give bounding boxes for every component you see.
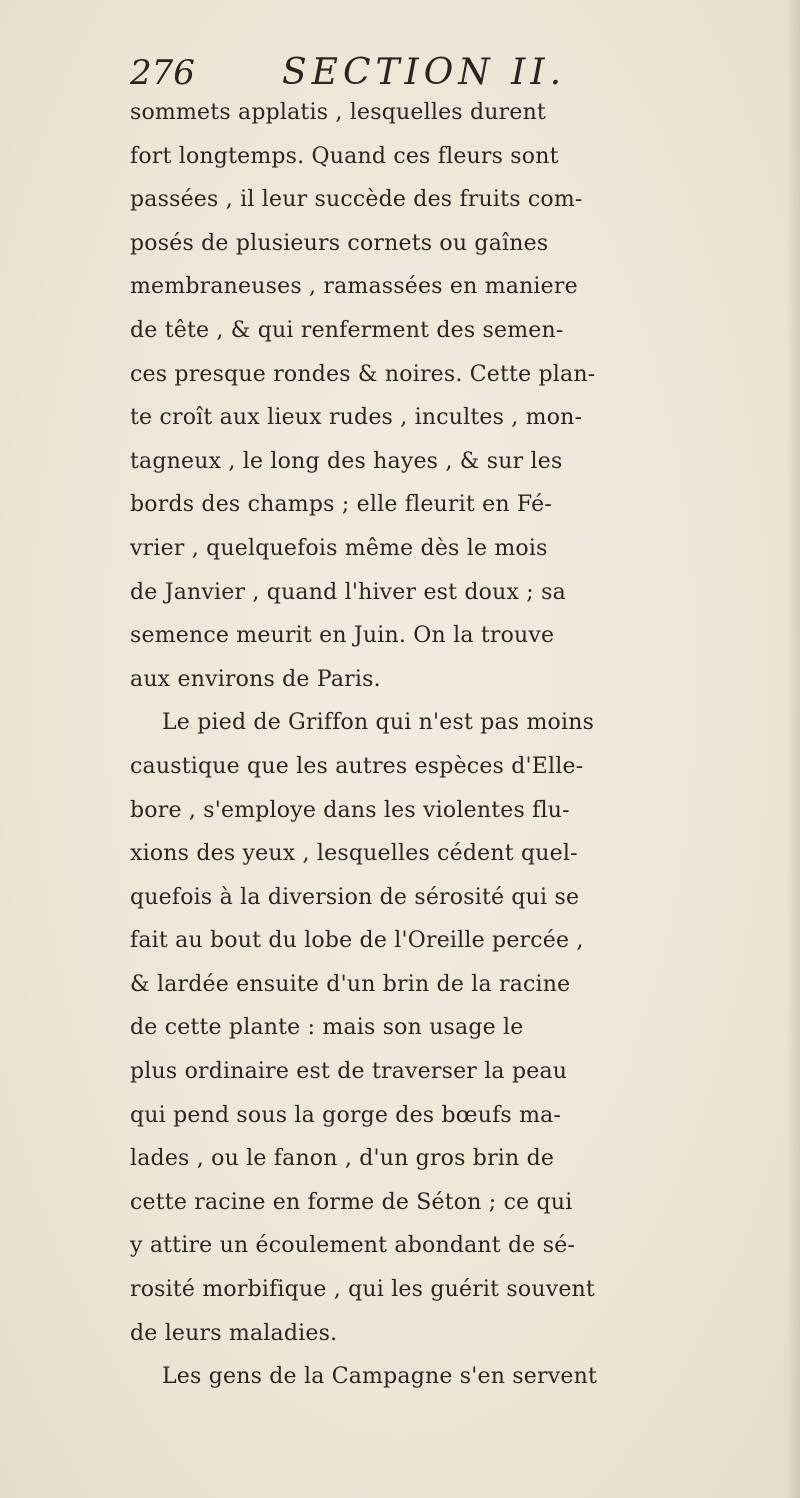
paragraph-start-line: Les gens de la Campagne s'en servent	[162, 1364, 597, 1390]
text-line: sommets applatis , lesquelles durent	[130, 100, 546, 125]
text-line: lades , ou le fanon , d'un gros brin de	[130, 1146, 555, 1172]
text-line: xions des yeux , lesquelles cédent quel-	[130, 841, 578, 867]
text-line: de tête , & qui renferment des semen-	[130, 317, 564, 343]
text-line: semence meurit en Juin. On la trouve	[130, 623, 555, 649]
running-title: SECTION II.	[282, 52, 567, 93]
text-line: bords des champs ; elle fleurit en Fé-	[130, 492, 552, 518]
text-line: fort longtemps. Quand ces fleurs sont	[130, 143, 559, 169]
text-line: membraneuses , ramassées en maniere	[130, 274, 578, 300]
text-line: bore , s'employe dans les violentes flu-	[130, 797, 570, 823]
text-line: passées , il leur succède des fruits com-	[130, 187, 583, 213]
page-number: 276	[130, 53, 195, 93]
text-line: qui pend sous la gorge des bœufs ma-	[130, 1102, 562, 1128]
text-line: de cette plante : mais son usage le	[130, 1015, 524, 1041]
text-line: y attire un écoulement abondant de sé-	[130, 1233, 576, 1259]
text-line: fait au bout du lobe de l'Oreille percée ,	[130, 928, 584, 954]
text-line: aux environs de Paris.	[130, 666, 381, 692]
text-line: de leurs maladies.	[130, 1320, 338, 1346]
text-line: & lardée ensuite d'un brin de la racine	[130, 971, 571, 997]
text-line: quefois à la diversion de sérosité qui se	[130, 884, 580, 910]
text-line: plus ordinaire est de traverser la peau	[130, 1059, 568, 1085]
text-line: tagneux , le long des hayes , & sur les	[130, 448, 563, 474]
paragraph-start-line: Le pied de Griffon qui n'est pas moins	[162, 710, 595, 736]
text-line: rosité morbifique , qui les guérit souvent	[130, 1277, 595, 1303]
text-line: vrier , quelquefois même dès le mois	[130, 535, 548, 561]
text-line: de Janvier , quand l'hiver est doux ; sa	[130, 579, 566, 605]
text-line: cette racine en forme de Séton ; ce qui	[130, 1189, 573, 1215]
text-line: ces presque rondes & noires. Cette plan-	[130, 361, 596, 387]
body-text	[130, 91, 790, 1399]
text-line: caustique que les autres espèces d'Elle-	[130, 753, 584, 779]
text-line: posés de plusieurs cornets ou gaînes	[130, 230, 549, 256]
text-line: te croît aux lieux rudes , incultes , mon-	[130, 405, 583, 431]
